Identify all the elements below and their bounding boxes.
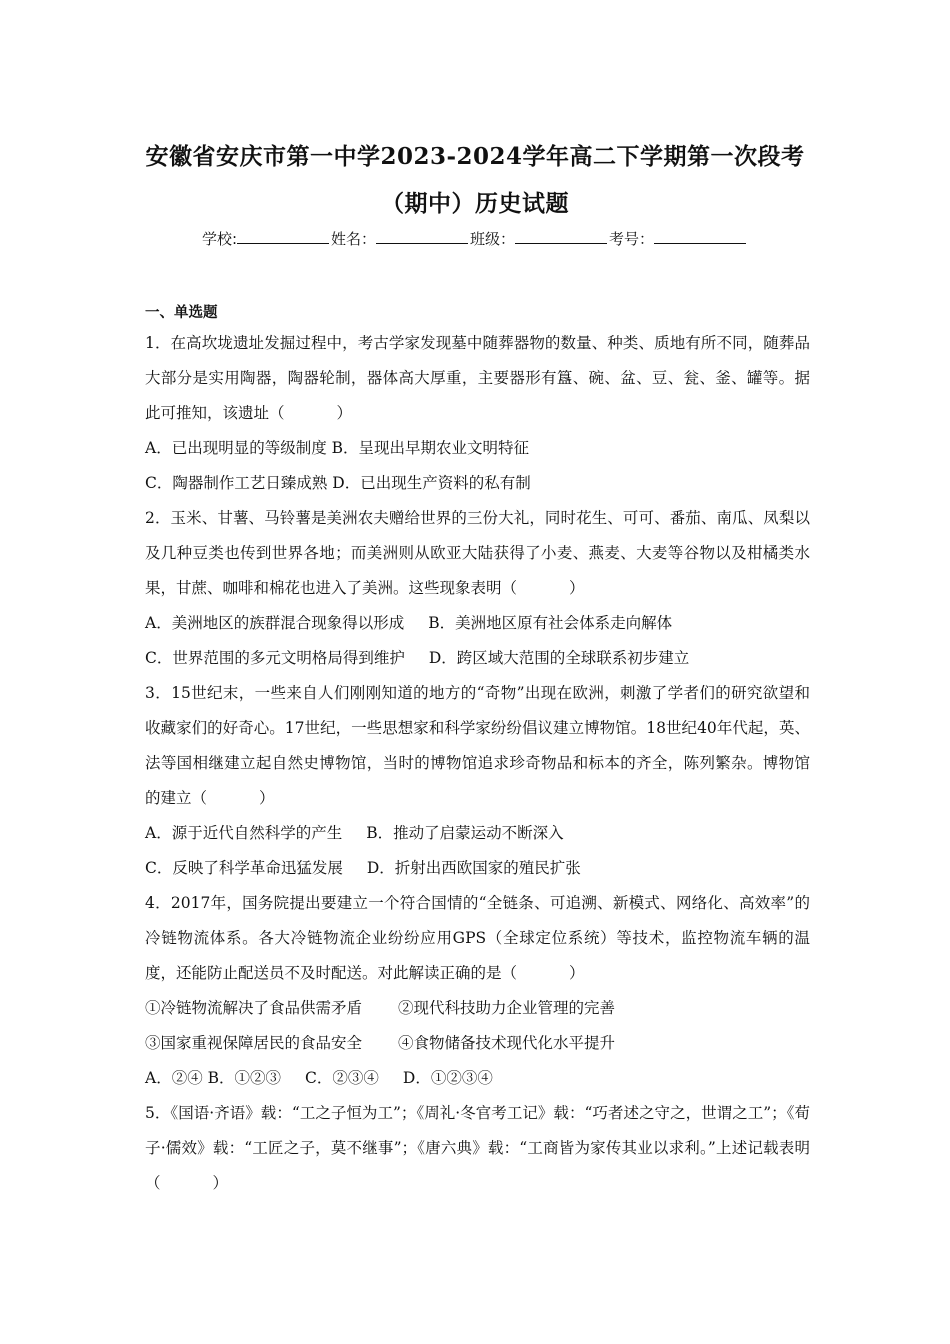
answer-paren-close: ） [569,579,585,597]
option-d: D．跨区域大范围的全球联系初步建立 [428,649,690,667]
statement-4: ④食物储备技术现代化水平提升 [398,1034,616,1052]
question-stem-text: 4．2017年，国务院提出要建立一个符合国情的“全链条、可追溯、新模式、网络化、高效率”的冷链物流体系。各大冷链物流企业纷纷应用GPS（全球定位系统）等技术，监控物流车辆的温度，还能防止配送员不及时配送。对此解读正确的是（ [145,894,810,982]
class-blank [515,229,607,244]
option-b: B．美洲地区原有社会体系走向解体 [428,614,673,632]
answer-paren-close: ） [336,404,353,422]
exam-no-label: 考号： [609,230,655,248]
option-row [145,816,810,851]
name-blank [376,229,468,244]
answer-paren-close: ） [212,1174,229,1192]
option-ab: A．②④ B．①②③ [145,1069,282,1087]
option-row [145,641,810,676]
class-label: 班级： [470,230,516,248]
option-a: A．源于近代自然科学的产生 [145,824,343,842]
question-stem-text: 5．《国语·齐语》载：“工之子恒为工”；《周礼·冬官考工记》载：“巧者述之守之，世谓之工”；《荀子·儒效》载：“工匠之子，莫不继事”；《唐六典》载：“工商皆为家传其业以求利。”上述记载表明（ [145,1104,810,1192]
option-c: C．②③④ [305,1069,379,1087]
statement-3: ③国家重视保障居民的食品安全 [145,1034,363,1052]
page-title-line1: 安徽省安庆市第一中学2023-2024学年高二下学期第一次段考 [145,143,805,170]
option-a: A．美洲地区的族群混合现象得以形成 [145,614,405,632]
statement-1: ①冷链物流解决了食品供需矛盾 [145,999,363,1017]
answer-paren-close: ） [259,789,275,807]
option-d: D．折射出西欧国家的殖民扩张 [366,859,581,877]
name-label: 姓名： [331,230,377,248]
question-3-stem [145,676,810,816]
school-label: 学校: [201,230,237,248]
question-stem-text: 3．15世纪末，一些来自人们刚刚知道的地方的“奇物”出现在欧洲，刺激了学者们的研究欲望和收藏家们的好奇心。17世纪，一些思想家和科学家纷纷倡议建立博物馆。18世纪40年代起，英、法等国相继建立起自然史博物馆，当时的博物馆追求珍奇物品和标本的齐全，陈列繁杂。博物馆的建立（ [145,684,810,807]
option-row: C．陶器制作工艺日臻成熟 D．已出现生产资料的私有制 [145,474,531,492]
exam-no-blank [654,229,746,244]
page-title-line2: （期中）历史试题 [381,190,569,217]
option-d: D．①②③④ [402,1069,493,1087]
option-c: C．世界范围的多元文明格局得到维护 [145,649,405,667]
option-row [145,851,810,886]
statement-2: ②现代科技助力企业管理的完善 [398,999,616,1017]
question-2-stem [145,501,810,606]
question-stem-text: 1．在高坎垅遗址发掘过程中，考古学家发现墓中随葬器物的数量、种类、质地有所不同，随葬品大部分是实用陶器，陶器轮制，器体高大厚重，主要器形有簋、碗、盆、豆、瓮、釜、罐等。据此可推知，该遗址（ [145,334,810,422]
question-5-stem [145,1096,810,1201]
option-row: A．已出现明显的等级制度 B．呈现出早期农业文明特征 [145,439,530,457]
question-1-stem [145,326,810,431]
option-b: B．推动了启蒙运动不断深入 [366,824,564,842]
statement-row [145,991,810,1026]
answer-paren-close: ） [569,964,585,982]
question-list [145,300,810,1201]
question-4-stem [145,886,810,991]
option-c: C．反映了科学革命迅猛发展 [145,859,343,877]
student-info-row [0,228,950,249]
school-blank [237,229,329,244]
option-row [145,1061,810,1096]
option-row [145,606,810,641]
statement-row [145,1026,810,1061]
section-heading: 一、单选题 [145,305,218,321]
question-stem-text: 2．玉米、甘薯、马铃薯是美洲农夫赠给世界的三份大礼，同时花生、可可、番茄、南瓜、凤梨以及几种豆类也传到世界各地；而美洲则从欧亚大陆获得了小麦、燕麦、大麦等谷物以及柑橘类水果，甘蔗、咖啡和棉花也进入了美洲。这些现象表明（ [145,509,810,597]
